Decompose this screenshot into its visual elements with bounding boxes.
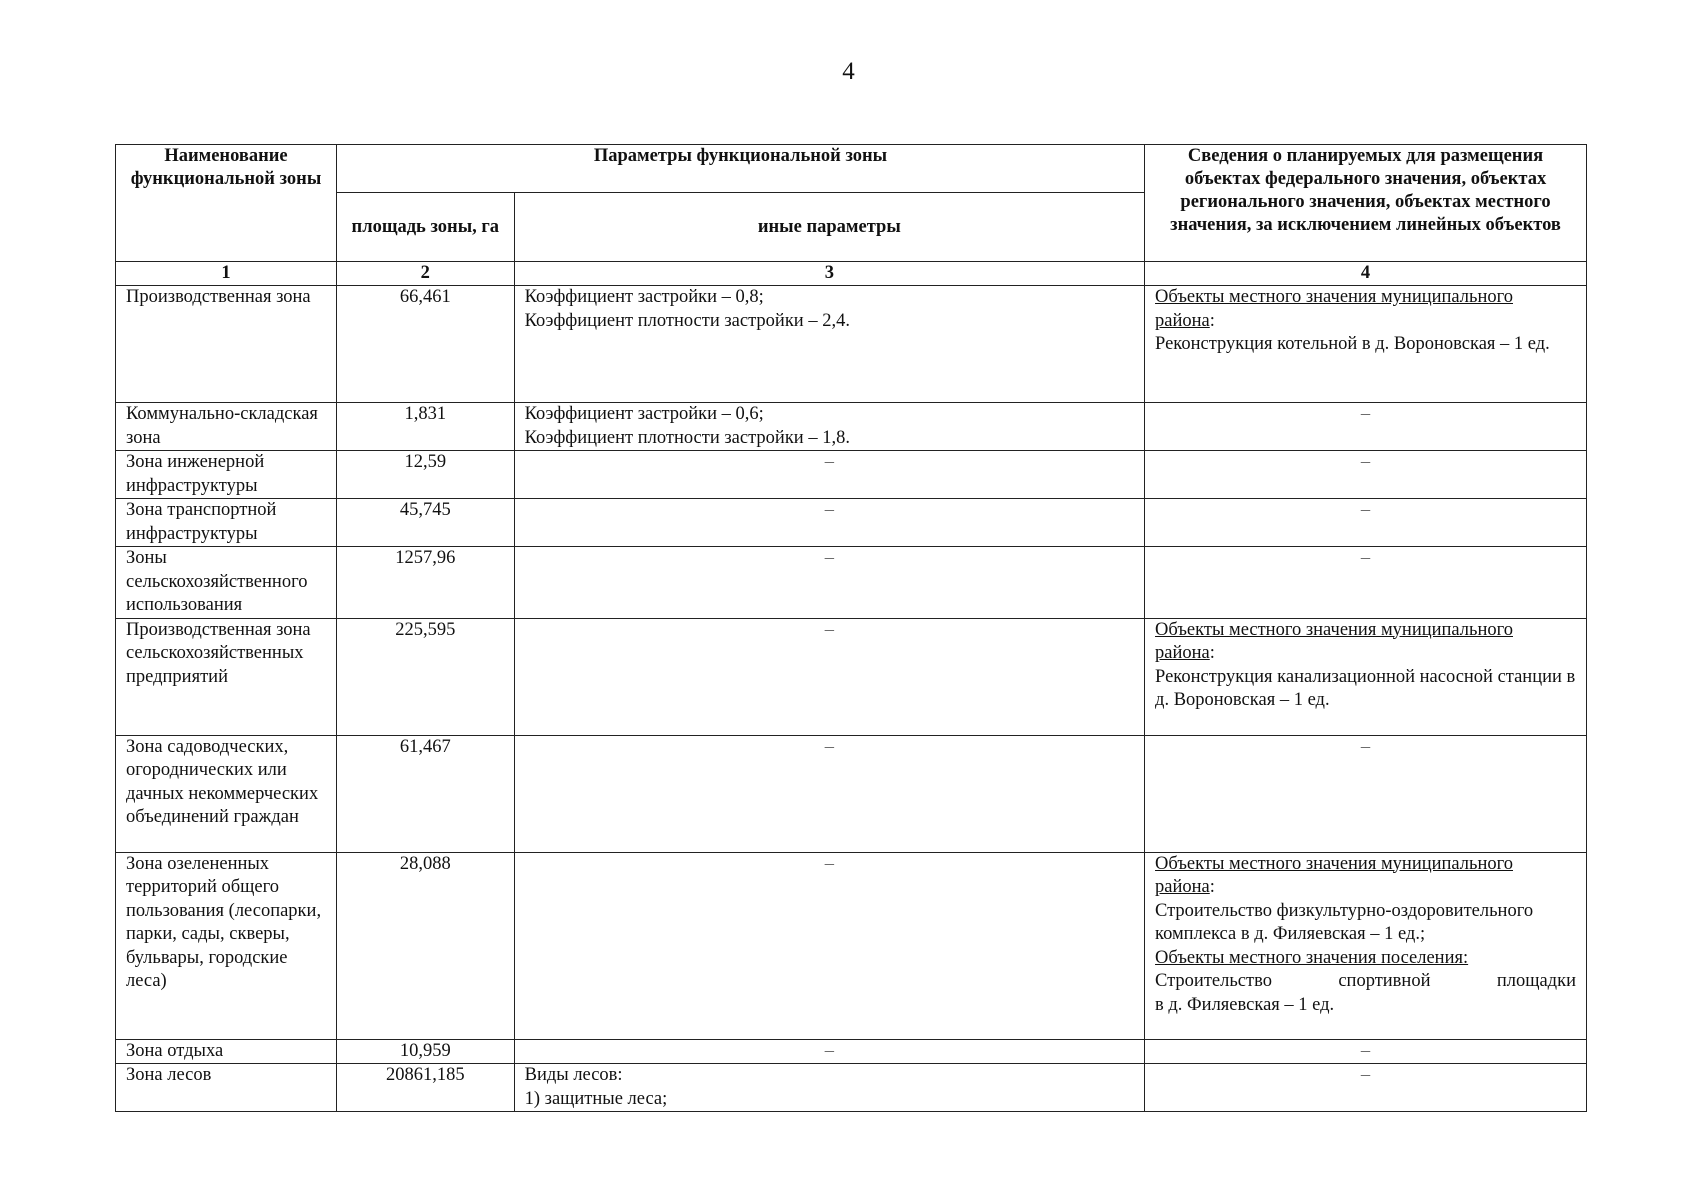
zone-parameters (514, 286, 1144, 403)
planned-objects: – (1145, 735, 1587, 852)
table-row (116, 1064, 1587, 1112)
zone-parameters (514, 1064, 1144, 1112)
zone-area: 20861,185 (336, 1064, 514, 1112)
parameter-line: 1) защитные леса; (524, 1088, 668, 1109)
zone-area: 1,831 (336, 403, 514, 451)
column-number-1: 1 (116, 262, 337, 286)
header-other-parameters: иные параметры (514, 193, 1144, 262)
parameter-line: Коэффициент плотности застройки – 1,8. (524, 427, 850, 448)
zone-area: 66,461 (336, 286, 514, 403)
objects-description: Реконструкция канализационной насосной станции в д. Вороновская – 1 ед. (1155, 666, 1576, 710)
zone-parameters: – (514, 451, 1144, 499)
zone-parameters: – (514, 1039, 1144, 1064)
objects-category-heading: Объекты местного значения муниципального района (1155, 619, 1513, 663)
header-planned-objects: Сведения о планируемых для размещения объектах федерального значения, объектах регионального значения, объектах местного значения, за исключением линейных объектов (1145, 145, 1587, 262)
table-row (116, 547, 1587, 619)
page-number: 4 (842, 58, 855, 85)
zone-name: Производственная зона сельскохозяйственных предприятий (116, 618, 337, 735)
planned-objects: – (1145, 499, 1587, 547)
column-number-3: 3 (514, 262, 1144, 286)
zone-area: 28,088 (336, 852, 514, 1039)
zone-area: 225,595 (336, 618, 514, 735)
objects-category-heading: Объекты местного значения муниципального района (1155, 853, 1513, 897)
parameter-line: Коэффициент плотности застройки – 2,4. (524, 310, 850, 331)
zone-name: Коммунально-складская зона (116, 403, 337, 451)
zone-name: Зона транспортной инфраструктуры (116, 499, 337, 547)
planned-objects: Объекты местного значения муниципального района: Строительство физкультурно-оздоровительного комплекса в д. Филяевская – 1 ед.; Объекты местного значения поселения: Строительство спортивной площадки в д. Филяевская – 1 ед. (1145, 852, 1587, 1039)
zone-name: Зона отдыха (116, 1039, 337, 1064)
planned-objects: – (1145, 1064, 1587, 1112)
zone-name: Зоны сельскохозяйственного использования (116, 547, 337, 619)
planned-objects: Объекты местного значения муниципального района: Реконструкция котельной в д. Вороновская – 1 ед. (1145, 286, 1587, 403)
header-zone-name: Наименование функциональной зоны (116, 145, 337, 262)
planned-objects: – (1145, 403, 1587, 451)
zone-parameters: – (514, 499, 1144, 547)
parameter-line: Коэффициент застройки – 0,8; (524, 287, 764, 307)
zone-parameters: – (514, 547, 1144, 619)
zone-area: 61,467 (336, 735, 514, 852)
objects-category-heading: Объекты местного значения муниципального района (1155, 287, 1513, 331)
zone-parameters: – (514, 735, 1144, 852)
table-row (116, 735, 1587, 852)
zone-area: 12,59 (336, 451, 514, 499)
zone-parameters (514, 403, 1144, 451)
zone-area: 45,745 (336, 499, 514, 547)
zone-parameters: – (514, 618, 1144, 735)
objects-category-heading: Объекты местного значения поселения: (1155, 947, 1469, 968)
planned-objects: – (1145, 547, 1587, 619)
planned-objects: – (1145, 451, 1587, 499)
zone-name: Зона лесов (116, 1064, 337, 1112)
zone-name: Зона инженерной инфраструктуры (116, 451, 337, 499)
parameter-line: Виды лесов: (524, 1065, 623, 1085)
table-row (116, 852, 1587, 1039)
table-row (116, 499, 1587, 547)
table-row (116, 403, 1587, 451)
column-number-4: 4 (1145, 262, 1587, 286)
table-row (116, 286, 1587, 403)
parameter-line: Коэффициент застройки – 0,6; (524, 404, 764, 424)
header-zone-area: площадь зоны, га (336, 193, 514, 262)
objects-description: Строительство спортивной площадки (1155, 971, 1576, 991)
planned-objects: Объекты местного значения муниципального района: Реконструкция канализационной насосной станции в д. Вороновская – 1 ед. (1145, 618, 1587, 735)
objects-description: Строительство физкультурно-оздоровительного комплекса в д. Филяевская – 1 ед.; (1155, 900, 1534, 944)
functional-zones-table (115, 144, 1587, 1112)
zone-area: 1257,96 (336, 547, 514, 619)
column-number-2: 2 (336, 262, 514, 286)
zone-area: 10,959 (336, 1039, 514, 1064)
header-zone-parameters: Параметры функциональной зоны (336, 145, 1144, 193)
zone-name: Производственная зона (116, 286, 337, 403)
table-row (116, 451, 1587, 499)
table-row (116, 618, 1587, 735)
zone-name: Зона озелененных территорий общего пользования (лесопарки, парки, сады, скверы, бульвары, городские леса) (116, 852, 337, 1039)
objects-description: в д. Филяевская – 1 ед. (1155, 994, 1335, 1015)
zone-parameters: – (514, 852, 1144, 1039)
zone-name: Зона садоводческих, огороднических или дачных некоммерческих объединений граждан (116, 735, 337, 852)
table-row (116, 1039, 1587, 1064)
objects-description: Реконструкция котельной в д. Вороновская – 1 ед. (1155, 334, 1550, 354)
planned-objects: – (1145, 1039, 1587, 1064)
